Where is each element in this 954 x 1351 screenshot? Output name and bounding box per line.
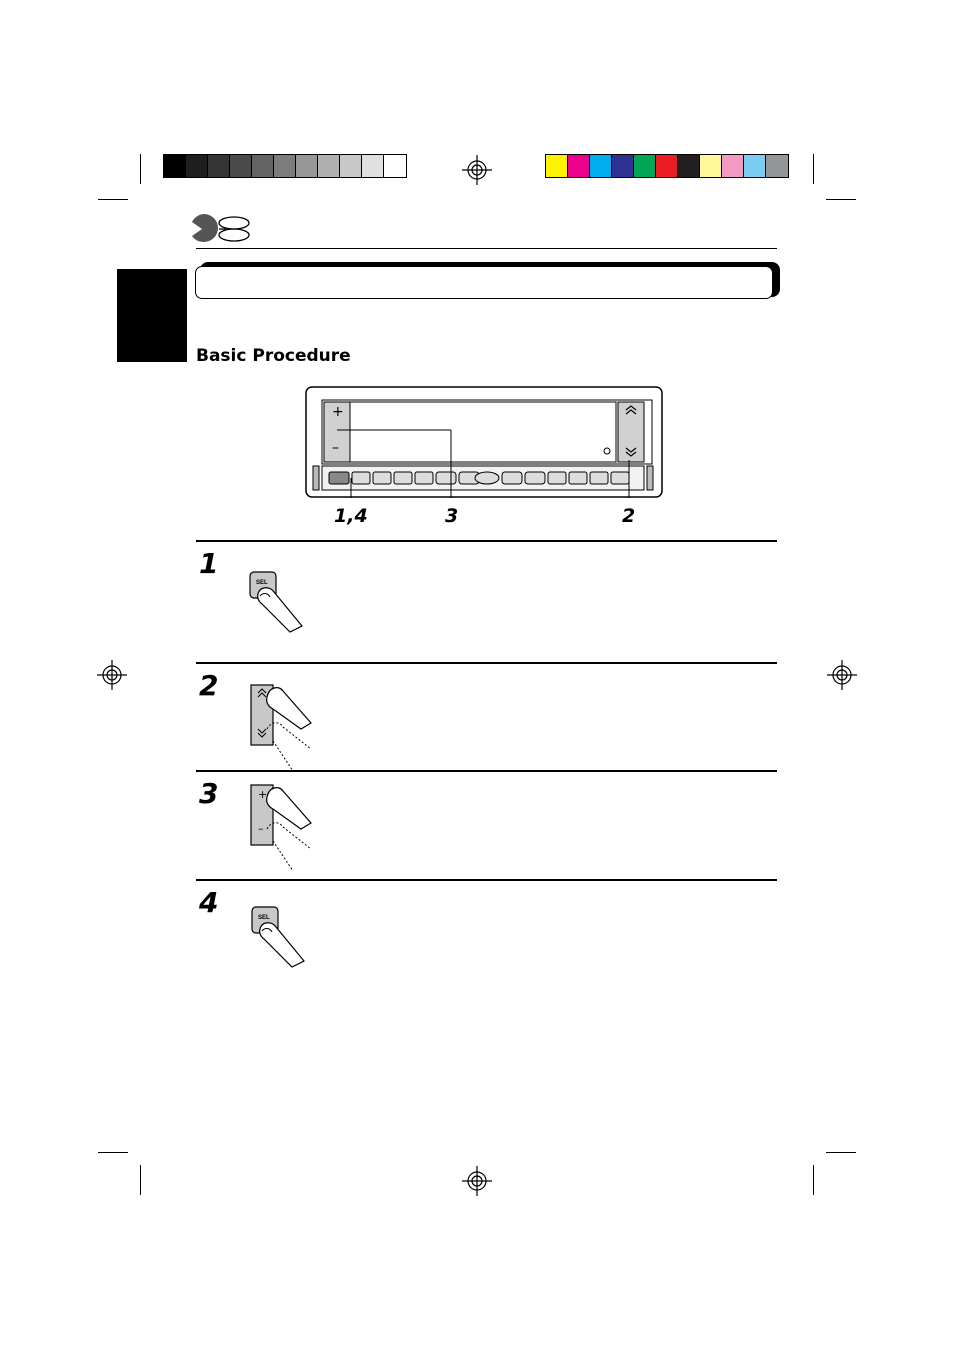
sel-button-label: SEL xyxy=(256,580,268,586)
gray-scale-bar xyxy=(163,154,407,178)
crop-mark xyxy=(813,1165,814,1195)
crop-mark xyxy=(140,1165,141,1195)
finger-press-seek-icon xyxy=(249,683,315,775)
color-swatch xyxy=(362,155,384,177)
language-tab xyxy=(117,269,187,362)
plus-key-label: + xyxy=(258,788,268,801)
control-panel-diagram xyxy=(305,386,663,498)
crop-mark xyxy=(98,199,128,200)
color-swatch xyxy=(590,155,612,177)
color-swatch xyxy=(340,155,362,177)
callout-label: 3 xyxy=(445,505,459,527)
color-swatch xyxy=(384,155,406,177)
finger-press-sel-icon xyxy=(250,903,310,969)
step-divider xyxy=(196,540,777,542)
minus-key-label: – xyxy=(258,822,264,835)
color-swatch xyxy=(318,155,340,177)
color-swatch xyxy=(634,155,656,177)
color-swatch xyxy=(700,155,722,177)
color-swatch xyxy=(208,155,230,177)
color-swatch xyxy=(252,155,274,177)
section-heading: Basic Procedure xyxy=(196,346,351,366)
color-swatch xyxy=(612,155,634,177)
color-swatch xyxy=(164,155,186,177)
registration-mark-icon xyxy=(462,155,492,185)
color-swatch xyxy=(568,155,590,177)
crop-mark xyxy=(140,154,141,184)
crop-mark xyxy=(98,1152,128,1153)
color-swatch xyxy=(296,155,318,177)
step-number: 2 xyxy=(199,669,219,702)
crop-mark xyxy=(826,199,856,200)
sel-button-label: SEL xyxy=(258,915,270,921)
color-swatch xyxy=(656,155,678,177)
color-swatch xyxy=(744,155,766,177)
registration-mark-icon xyxy=(827,660,857,690)
color-swatch xyxy=(766,155,788,177)
color-swatch xyxy=(722,155,744,177)
registration-mark-icon xyxy=(462,1166,492,1196)
step-number: 3 xyxy=(199,777,219,810)
step-divider xyxy=(196,770,777,772)
step-divider xyxy=(196,879,777,881)
plus-key-label: + xyxy=(332,404,344,420)
color-bar xyxy=(545,154,789,178)
color-swatch xyxy=(546,155,568,177)
color-swatch xyxy=(678,155,700,177)
settings-mode-icon xyxy=(188,212,254,246)
step-divider xyxy=(196,662,777,664)
color-swatch xyxy=(186,155,208,177)
step-number: 4 xyxy=(199,886,219,919)
finger-press-sel-icon xyxy=(248,568,308,634)
minus-key-label: – xyxy=(332,440,339,456)
color-swatch xyxy=(274,155,296,177)
crop-mark xyxy=(826,1152,856,1153)
registration-mark-icon xyxy=(97,660,127,690)
title-banner xyxy=(195,266,773,299)
crop-mark xyxy=(813,154,814,184)
header-rule xyxy=(196,248,777,249)
step-number: 1 xyxy=(199,547,219,580)
callout-label: 1,4 xyxy=(334,505,368,527)
color-swatch xyxy=(230,155,252,177)
callout-label: 2 xyxy=(622,505,636,527)
